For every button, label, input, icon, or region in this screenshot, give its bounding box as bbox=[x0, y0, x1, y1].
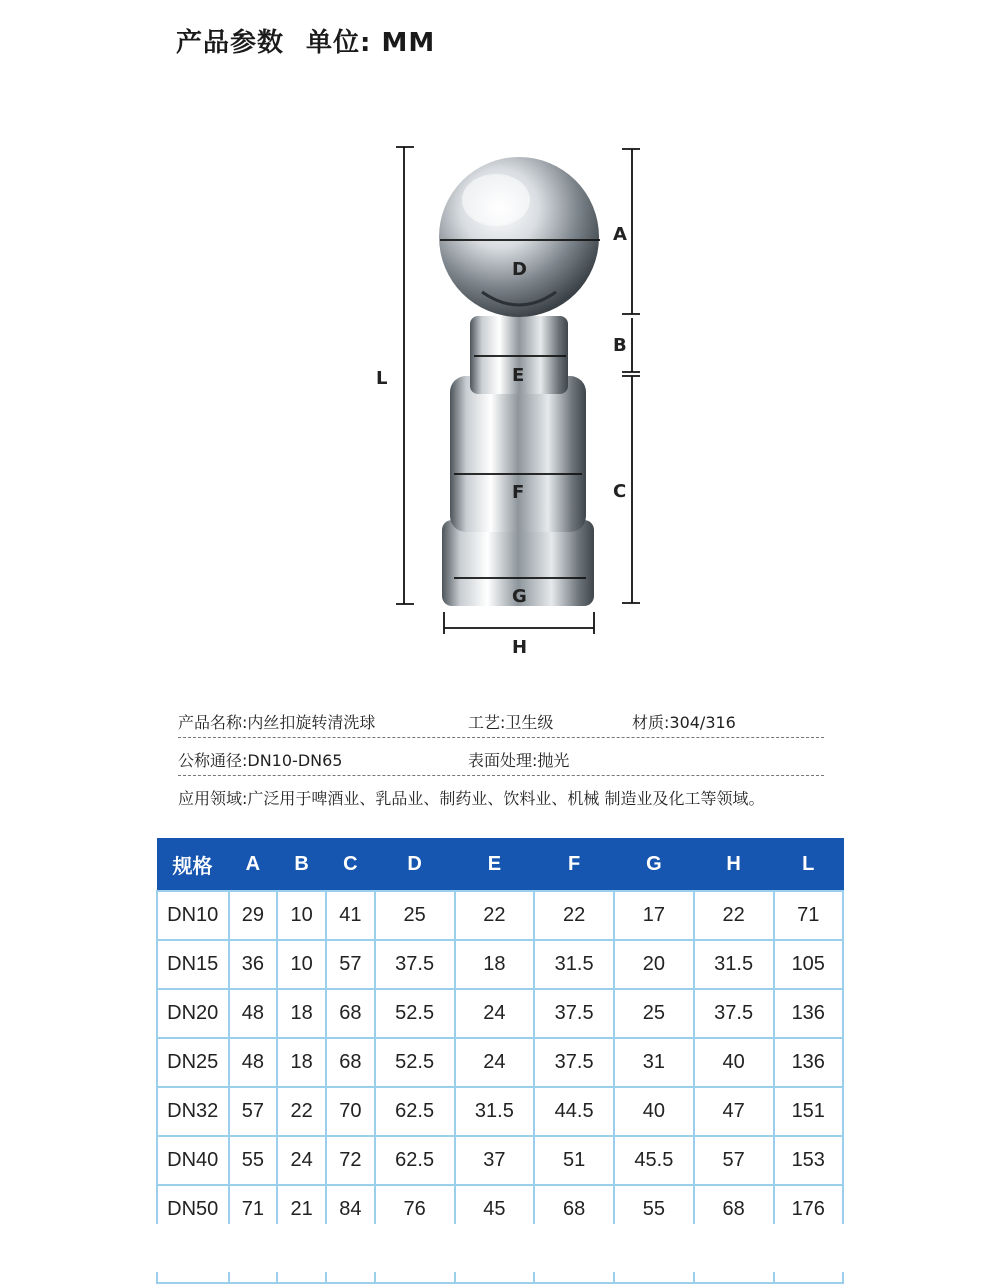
value-cell: 68 bbox=[534, 1185, 614, 1234]
spec-cell: DN32 bbox=[157, 1087, 229, 1136]
header-cell: C bbox=[326, 838, 375, 891]
product-craft: 工艺:卫生级 bbox=[468, 713, 554, 732]
value-cell: 70 bbox=[326, 1087, 375, 1136]
value-cell: 45 bbox=[455, 1185, 535, 1234]
label-B: B bbox=[613, 335, 627, 356]
value-cell: 24 bbox=[455, 989, 535, 1038]
value-cell: 21 bbox=[277, 1185, 326, 1234]
spec-cell: DN50 bbox=[157, 1185, 229, 1234]
value-cell: 45.5 bbox=[614, 1136, 694, 1185]
spec-cell: DN25 bbox=[157, 1038, 229, 1087]
value-cell: 37.5 bbox=[694, 989, 774, 1038]
value-cell: 47 bbox=[694, 1087, 774, 1136]
value-cell: 37 bbox=[455, 1136, 535, 1185]
label-G: G bbox=[512, 586, 527, 607]
label-A: A bbox=[613, 224, 627, 245]
value-cell: 68 bbox=[326, 1038, 375, 1087]
value-cell: 52.5 bbox=[375, 989, 455, 1038]
value-cell: 44.5 bbox=[534, 1087, 614, 1136]
value-cell: 37.5 bbox=[375, 940, 455, 989]
value-cell: 105 bbox=[774, 940, 844, 989]
table-header-row bbox=[157, 838, 843, 891]
table-row bbox=[157, 940, 843, 989]
info-row-3 bbox=[178, 776, 824, 814]
header-cell: H bbox=[694, 838, 774, 891]
value-cell: 52.5 bbox=[375, 1038, 455, 1087]
value-cell: 71 bbox=[229, 1185, 278, 1234]
value-cell: 24 bbox=[277, 1136, 326, 1185]
value-cell: 71 bbox=[774, 891, 844, 940]
value-cell: 22 bbox=[534, 891, 614, 940]
value-cell: 10 bbox=[277, 940, 326, 989]
header-cell: D bbox=[375, 838, 455, 891]
label-D: D bbox=[512, 259, 527, 280]
label-F: F bbox=[512, 482, 525, 503]
product-name: 产品名称:内丝扣旋转清洗球 bbox=[178, 713, 376, 732]
value-cell: 25 bbox=[375, 891, 455, 940]
value-cell: 31.5 bbox=[455, 1087, 535, 1136]
spec-cell: DN40 bbox=[157, 1136, 229, 1185]
value-cell: 10 bbox=[277, 891, 326, 940]
value-cell: 72 bbox=[326, 1136, 375, 1185]
value-cell: 176 bbox=[774, 1185, 844, 1234]
value-cell: 24 bbox=[455, 1038, 535, 1087]
spec-cell: DN15 bbox=[157, 940, 229, 989]
header-cell: E bbox=[455, 838, 535, 891]
header-cell: L bbox=[774, 838, 844, 891]
header-cell: B bbox=[277, 838, 326, 891]
table-row bbox=[157, 989, 843, 1038]
value-cell: 57 bbox=[694, 1136, 774, 1185]
value-cell: 40 bbox=[694, 1038, 774, 1087]
spec-cell: DN10 bbox=[157, 891, 229, 940]
header-cell: G bbox=[614, 838, 694, 891]
value-cell: 18 bbox=[455, 940, 535, 989]
value-cell: 136 bbox=[774, 1038, 844, 1087]
value-cell: 55 bbox=[614, 1185, 694, 1234]
value-cell: 68 bbox=[326, 989, 375, 1038]
value-cell: 48 bbox=[229, 989, 278, 1038]
value-cell: 68 bbox=[694, 1185, 774, 1234]
info-row-2 bbox=[178, 738, 824, 776]
header-cell: A bbox=[229, 838, 278, 891]
value-cell: 55 bbox=[229, 1136, 278, 1185]
value-cell: 22 bbox=[694, 891, 774, 940]
value-cell: 18 bbox=[277, 989, 326, 1038]
product-nominal: 公称通径:DN10-DN65 bbox=[178, 751, 343, 770]
value-cell: 31.5 bbox=[694, 940, 774, 989]
value-cell: 31.5 bbox=[534, 940, 614, 989]
value-cell: 20 bbox=[614, 940, 694, 989]
value-cell: 76 bbox=[375, 1185, 455, 1234]
product-application: 应用领域:广泛用于啤酒业、乳品业、制药业、饮料业、机械 制造业及化工等领域。 bbox=[178, 789, 765, 808]
header-cell: 规格 bbox=[157, 838, 229, 891]
value-cell: 84 bbox=[326, 1185, 375, 1234]
value-cell: 151 bbox=[774, 1087, 844, 1136]
value-cell: 62.5 bbox=[375, 1087, 455, 1136]
value-cell: 22 bbox=[455, 891, 535, 940]
value-cell: 25 bbox=[614, 989, 694, 1038]
label-E: E bbox=[512, 365, 525, 386]
product-material: 材质:304/316 bbox=[632, 713, 736, 732]
table-row bbox=[157, 1038, 843, 1087]
label-C: C bbox=[613, 481, 627, 502]
value-cell: 36 bbox=[229, 940, 278, 989]
header-cell: F bbox=[534, 838, 614, 891]
value-cell: 153 bbox=[774, 1136, 844, 1185]
value-cell: 136 bbox=[774, 989, 844, 1038]
value-cell: 18 bbox=[277, 1038, 326, 1087]
spec-table bbox=[156, 838, 844, 1284]
spec-cell: DN20 bbox=[157, 989, 229, 1038]
value-cell: 31 bbox=[614, 1038, 694, 1087]
value-cell: 29 bbox=[229, 891, 278, 940]
value-cell: 62.5 bbox=[375, 1136, 455, 1185]
value-cell: 51 bbox=[534, 1136, 614, 1185]
product-surface: 表面处理:抛光 bbox=[468, 751, 570, 770]
label-H: H bbox=[512, 637, 528, 658]
title-text: 产品参数 bbox=[176, 28, 285, 58]
value-cell: 41 bbox=[326, 891, 375, 940]
table-row bbox=[157, 1087, 843, 1136]
value-cell: 22 bbox=[277, 1087, 326, 1136]
unit-text: 单位: MM bbox=[306, 28, 436, 58]
table-row bbox=[157, 891, 843, 940]
page-bottom bbox=[0, 1224, 1000, 1272]
value-cell: 57 bbox=[326, 940, 375, 989]
info-row-1 bbox=[178, 700, 824, 738]
value-cell: 57 bbox=[229, 1087, 278, 1136]
value-cell: 40 bbox=[614, 1087, 694, 1136]
label-L: L bbox=[376, 368, 388, 389]
value-cell: 37.5 bbox=[534, 1038, 614, 1087]
value-cell: 37.5 bbox=[534, 989, 614, 1038]
table-row bbox=[157, 1136, 843, 1185]
value-cell: 17 bbox=[614, 891, 694, 940]
value-cell: 48 bbox=[229, 1038, 278, 1087]
